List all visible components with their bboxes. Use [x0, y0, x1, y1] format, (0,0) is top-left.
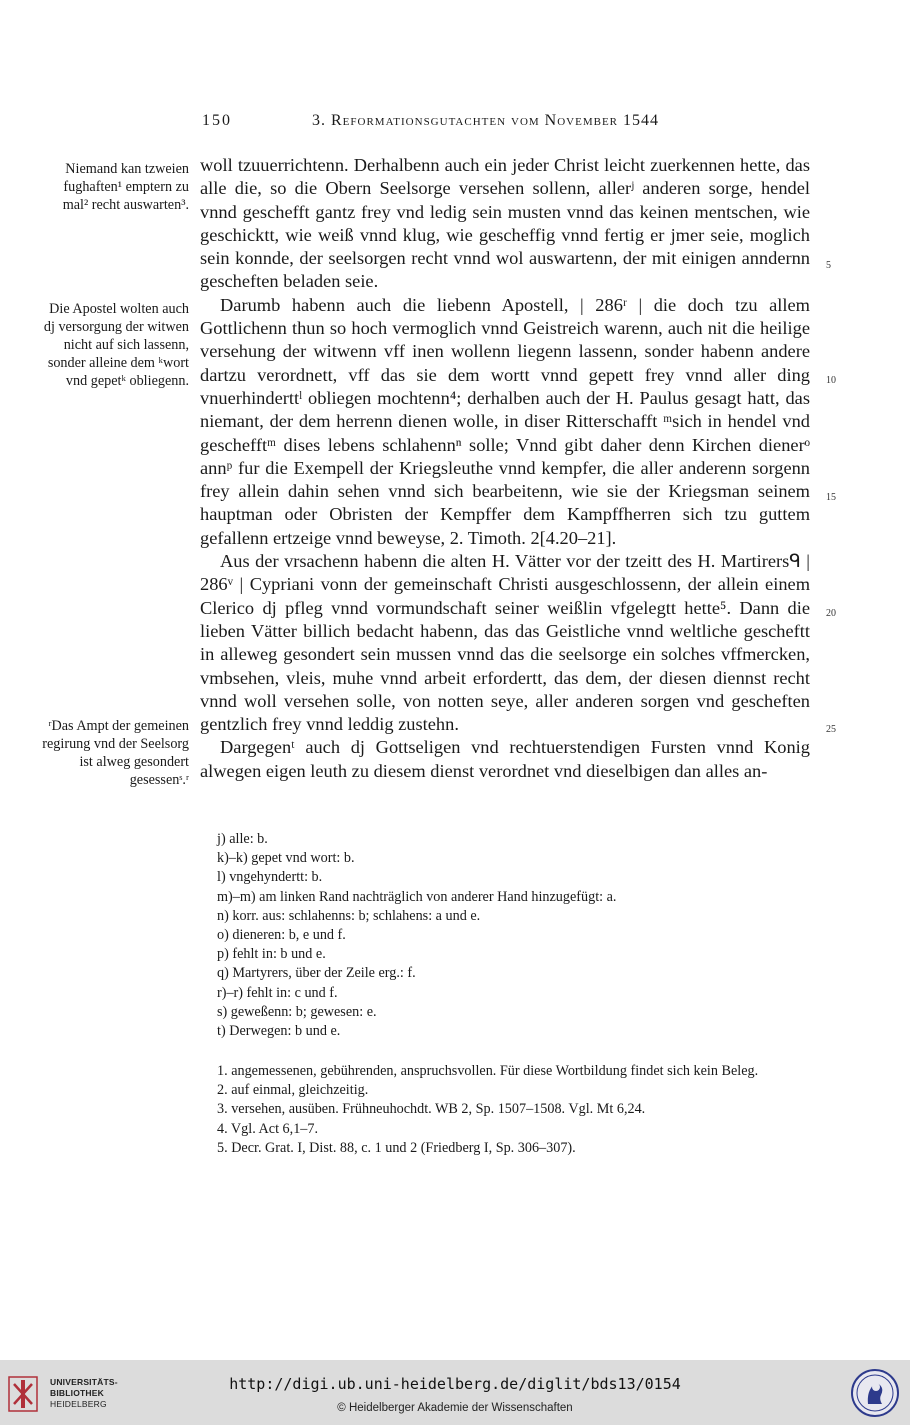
permalink-url[interactable]: http://digi.ub.uni-heidelberg.de/diglit/bds13/0154	[229, 1375, 681, 1393]
logo-text-line3: HEIDELBERG	[50, 1399, 107, 1409]
critical-apparatus	[217, 830, 817, 1041]
line-number-20: 20	[826, 608, 836, 619]
apparatus-entry: k)–k) gepet vnd wort: b.	[217, 850, 355, 867]
paragraph-2: Darumb habenn auch die liebenn Apostell, | 286ʳ | die doch tzu allem Gottlichenn thun so hoch vermoglich vnnd Geistreich warenn, auch nit die heilige versehung der witwenn vff inen wollenn liegenn lassenn, sonder habenn andere dartzu verordnett, vff das sie dem wortt vnnd gepett frey vnnd aller ding vnuerhinderttˡ obliegen mochtenn⁴; derhalben auch der H. Paulus gesagt hatt, das niemant, der dem herrenn dienen wolle, in diser Ritterschafft ᵐsich in hendel vnd geschefftᵐ dises lebens schlahennⁿ solle; Vnnd gibt daher denn Kirchen dienerᵒ annᵖ fur die Exempell der Kriegsleuthe vnnd kempfer, die aller anderenn sorgenn frey allein dahin sehen vnnd sich bearbeitenn, wie sie der Kriegsman seinem hauptman oder Obristen der Kempffer dem Kampffherren sich tzu guttem gefallenn ertzeige vnnd beweyse, 2. Timoth. 2[4.20–21].	[200, 294, 810, 548]
footnote: 3. versehen, ausüben. Frühneuhochdt. WB 2, Sp. 1507–1508. Vgl. Mt 6,24.	[217, 1101, 646, 1118]
paragraph-4: Dargegenᵗ auch dj Gottseligen vnd rechtuerstendigen Fursten vnnd Konig alwegen eigen leuth zu diesem dienst verordnet vnd dieselbigen dan alles an-	[200, 737, 810, 781]
logo-text-line2: BIBLIOTHEK	[50, 1388, 104, 1398]
running-head	[200, 112, 810, 136]
running-title: 3. Reformationsgutachten vom November 1544	[312, 112, 660, 129]
footnote: 4. Vgl. Act 6,1–7.	[217, 1120, 319, 1137]
apparatus-entry: r)–r) fehlt in: c und f.	[217, 984, 338, 1001]
margin-note-1: Niemand kan tzweien fughaften¹ emptern zu mal² recht auswarten³.	[62, 161, 189, 213]
apparatus-entry: j) alle: b.	[217, 831, 268, 847]
footnotes	[200, 1062, 810, 1158]
line-number-5: 5	[826, 260, 831, 271]
paragraph-3: Aus der vrsachenn habenn die alten H. Vätter vor der tzeitt des H. Martirersᑫ | 286ᵛ | Cypriani vonn der gemeinschaft Christi ausgeschlossenn, der allein einem Clerico dj pfleg vnnd vormundschaft seiner weißlin vfgelegtt hette⁵. Dann die lieben Vätter billich bedacht habenn, das das Geistliche vnnd weltliche gescheftt in alleweg gesondert sein mussen vnnd das die seelsorge ein solches vffmercken, vmbsehen, vleis, muhe vnnd arbeit erfordertt, das dem, der diesen diennst recht vnnd woll versehen solle, von notten seye, aller anderen sorgen vnd gescheften gentzlich frey vnnd leddig zustehn.	[200, 551, 810, 735]
margin-note-2: Die Apostel wolten auch dj versorgung der witwen nicht auf sich lassenn, sonder alleine dem ᵏwort vnd gepetᵏ obliegenn.	[43, 301, 189, 389]
margin-note-3: ʳDas Ampt der gemeinen regirung vnd der Seelsorg ist alweg gesondert gesessenˢ.ʳ	[42, 718, 189, 788]
page-number: 150	[202, 112, 232, 129]
line-number-15: 15	[826, 492, 836, 503]
line-number-10: 10	[826, 375, 836, 386]
footnote: 5. Decr. Grat. I, Dist. 88, c. 1 und 2 (Friedberg I, Sp. 306–307).	[217, 1139, 576, 1156]
footer-bar	[0, 1360, 910, 1425]
line-number-25: 25	[826, 724, 836, 735]
apparatus-entry: o) dieneren: b, e und f.	[217, 927, 346, 944]
main-text	[200, 154, 810, 783]
footnote: 1. angemessenen, gebührenden, anspruchsvollen. Für diese Wortbildung findet sich kein Beleg.	[217, 1063, 759, 1079]
copyright-notice: © Heidelberger Akademie der Wissenschaften	[337, 1402, 573, 1414]
apparatus-entry: m)–m) am linken Rand nachträglich von anderer Hand hinzugefügt: a.	[217, 888, 617, 905]
apparatus-entry: s) geweßenn: b; gewesen: e.	[217, 1003, 377, 1020]
apparatus-entry: t) Derwegen: b und e.	[217, 1023, 341, 1040]
apparatus-entry: q) Martyrers, über der Zeile erg.: f.	[217, 965, 416, 982]
apparatus-entry: l) vngehyndertt: b.	[217, 869, 323, 886]
apparatus-entry: n) korr. aus: schlahenns: b; schlahens: a und e.	[217, 907, 481, 924]
paragraph-1: woll tzuuerrichtenn. Derhalbenn auch ein jeder Christ leicht zuerkennen hette, das alle die, so die Obern Seelsorge versehen sollenn, allerʲ anderen sorge, hendel vnnd geschefft gantz frey vnd ledig sein musten vnnd das keinen mentschen, wie geschicktt, wie weiß vnnd klug, wie gescheffig vnnd fertig er jmer seie, moglich sein konnde, der seelsorgen recht vnnd wol auswartenn, der mit einigen anndernn gescheften beladen seie.	[200, 155, 810, 292]
footnote: 2. auf einmal, gleichzeitig.	[217, 1082, 369, 1099]
apparatus-entry: p) fehlt in: b und e.	[217, 946, 326, 963]
logo-text-line1: UNIVERSITÄTS-	[50, 1377, 118, 1387]
academy-seal-icon[interactable]	[850, 1368, 900, 1418]
